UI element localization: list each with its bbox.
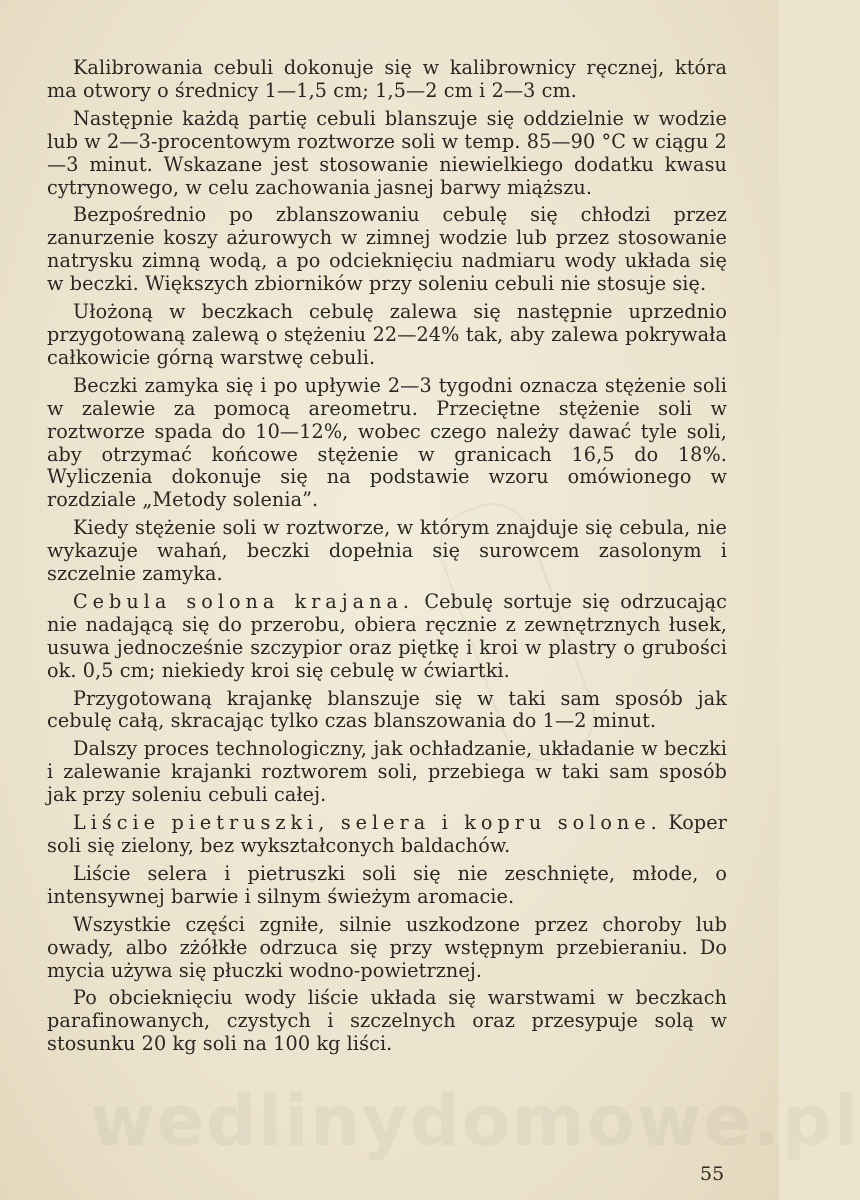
- section-text-cebula: Cebulę sortuje się odrzucając nie nadającą się do przerobu, obiera ręcznie z zewnętrznych łusek, usuwa jednocześnie szczypior oraz piętkę i kroi w plastry o grubości ok. 0,5 cm; niekiedy kroi się cebulę w ćwiartki.: [47, 589, 727, 682]
- paragraph: Wszystkie części zgniłe, silnie uszkodzone przez choroby lub owady, albo zżółkłe odrzuca się przy wstępnym przebieraniu. Do mycia używa się płuczki wodno-powietrznej.: [47, 912, 727, 982]
- paragraph: Bezpośrednio po zblanszowaniu cebulę się chłodzi przez zanurzenie koszy ażurowych w zimnej wodzie lub przez stosowanie natrysku zimną wodą, a po odcieknięciu nadmiaru wody układa się w beczki. Większych zbiorników przy soleniu cebuli nie stosuje się.: [47, 203, 727, 296]
- page-number: 55: [700, 1163, 725, 1185]
- paragraph: Przygotowaną krajankę blanszuje się w taki sam sposób jak cebulę całą, skracając tylko czas blanszowania do 1—2 minut.: [47, 686, 727, 733]
- section-liscie: [47, 812, 727, 858]
- paragraph: Kalibrowania cebuli dokonuje się w kalibrownicy ręcznej, która ma otwory o średnicy 1—1,5 cm; 1,5—2 cm i 2—3 cm.: [47, 56, 727, 102]
- paragraph: Liście selera i pietruszki soli się nie zeschnięte, młode, o intensywnej barwie i silnym świeżym aromacie.: [47, 861, 727, 908]
- paragraph: Kiedy stężenie soli w roztworze, w którym znajduje się cebula, nie wykazuje wahań, beczki dopełnia się surowcem zasolonym i szczelnie zamyka.: [47, 516, 727, 586]
- section-cebula: [47, 591, 727, 683]
- paragraph: Dalszy proces technologiczny, jak ochładzanie, układanie w beczki i zalewanie krajanki roztworem soli, przebiega w taki sam sposób jak przy soleniu cebuli całej.: [47, 737, 727, 807]
- body-text: [47, 57, 727, 1061]
- paragraph: Po obcieknięciu wody liście układa się warstwami w beczkach parafinowanych, czystych i szczelnych oraz przesypuje solą w stosunku 20 kg soli na 100 kg liści.: [47, 986, 727, 1056]
- section-heading-cebula: Cebula solona krajana.: [73, 589, 415, 613]
- section-heading-liscie: Liście pietruszki, selera i kopru solone.: [73, 811, 662, 835]
- paragraph: Następnie każdą partię cebuli blanszuje się oddzielnie w wodzie lub w 2—3-procentowym roztworze soli w temp. 85—90 °C w ciągu 2—3 minut. Wskazane jest stosowanie niewielkiego dodatku kwasu cytrynowego, w celu zachowania jasnej barwy miąższu.: [47, 106, 727, 199]
- section-text-liscie: Koper soli się zielony, bez wykształconych baldachów.: [47, 811, 728, 857]
- paragraph: Beczki zamyka się i po upływie 2—3 tygodni oznacza stężenie soli w zalewie za pomocą areometru. Przeciętne stężenie soli w roztworze spada do 10—12%, wobec czego należy dawać tyle soli, aby otrzymać końcowe stężenie w granicach 16,5 do 18%. Wyliczenia dokonuje się na podstawie wzoru omówionego w rozdziale „Metody solenia”.: [47, 373, 727, 512]
- paragraph: Ułożoną w beczkach cebulę zalewa się następnie uprzednio przygotowaną zalewą o stężeniu 22—24% tak, aby zalewa pokrywała całkowicie górną warstwę cebuli.: [47, 300, 727, 369]
- watermark: wedlinydomowe.pl: [90, 1080, 860, 1162]
